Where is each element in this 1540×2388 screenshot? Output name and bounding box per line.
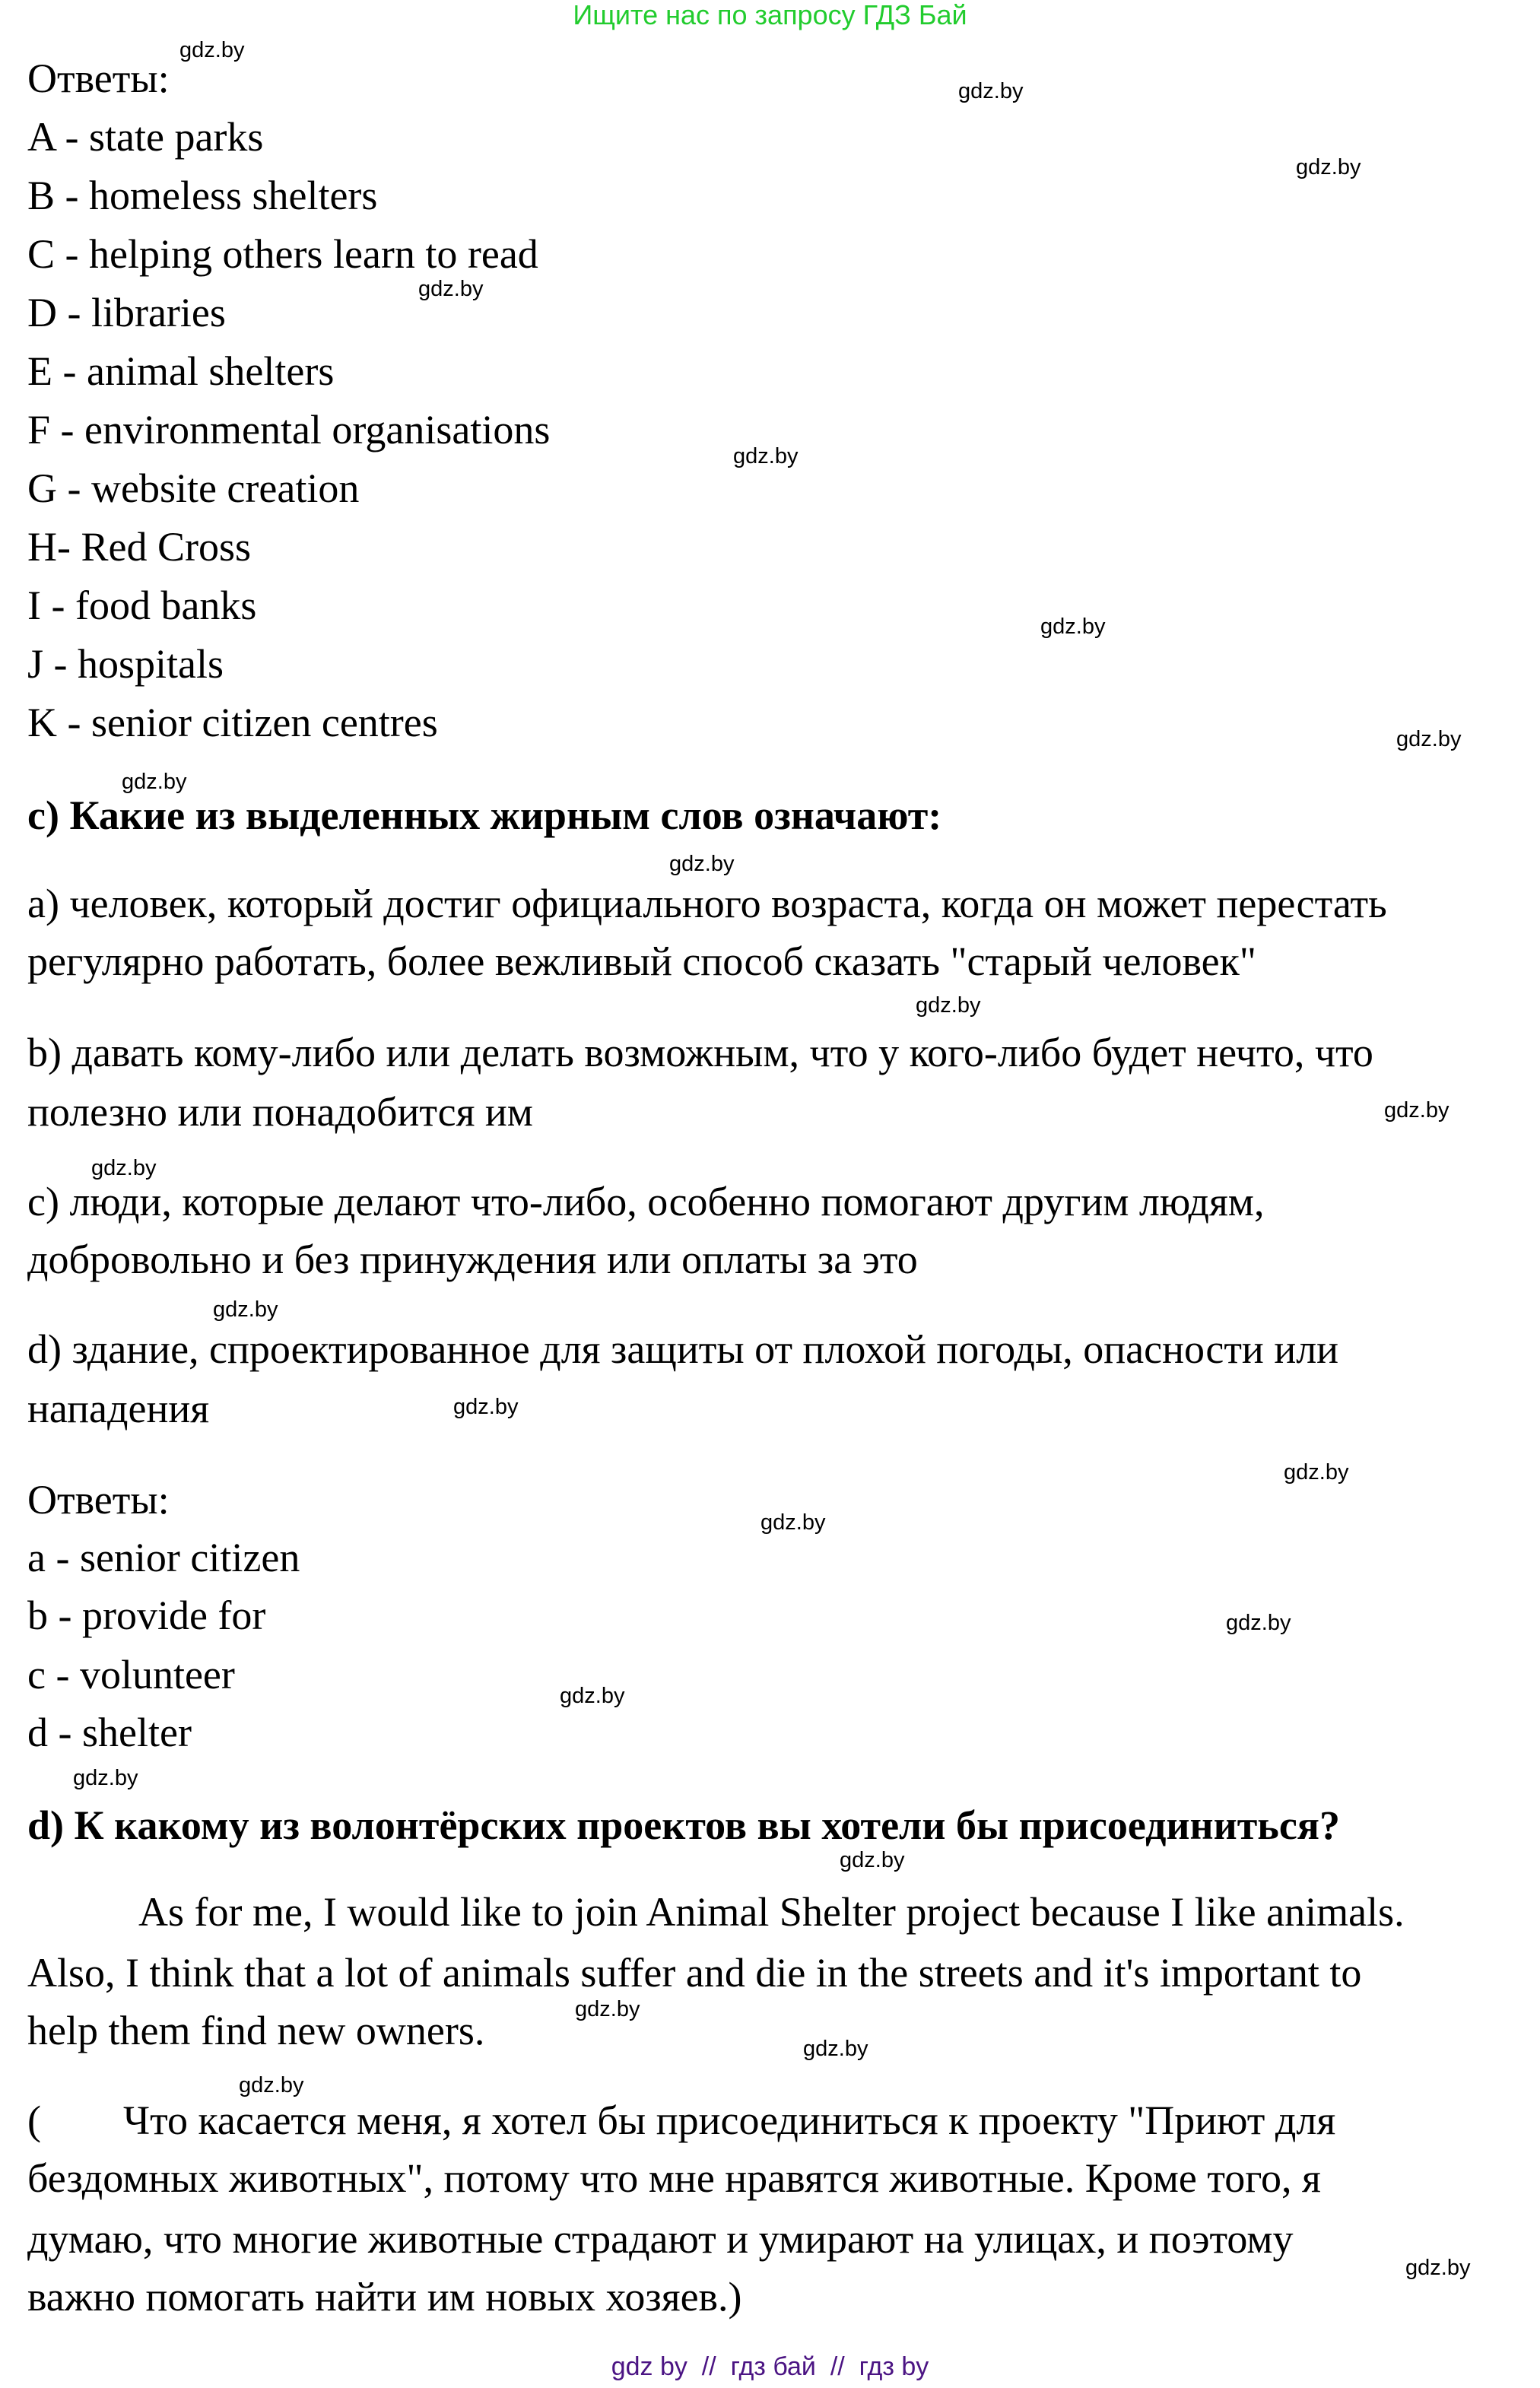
section-c-heading: c) Какие из выделенных жирным слов означают:	[27, 792, 942, 838]
watermark: gdz.by	[803, 2037, 868, 2061]
watermark: gdz.by	[453, 1395, 519, 1419]
russian-translation-line2: бездомных животных", потому что мне нравятся животные. Кроме того, я	[27, 2155, 1321, 2201]
watermark: gdz.by	[560, 1684, 625, 1708]
definition-a-line1: a) человек, который достиг официального возраста, когда он может перестать	[27, 881, 1387, 926]
watermark: gdz.by	[91, 1156, 157, 1180]
english-answer-line1: As for me, I would like to join Animal Shelter project because I like animals.	[138, 1889, 1405, 1935]
answer-item-g: G - website creation	[27, 465, 360, 511]
definition-d-line1: d) здание, спроектированное для защиты от плохой погоды, опасности или	[27, 1326, 1339, 1372]
answers-title: Ответы:	[27, 56, 170, 101]
definition-b-line1: b) давать кому-либо или делать возможным, что у кого-либо будет нечто, что	[27, 1030, 1373, 1075]
watermark: gdz.by	[1296, 155, 1361, 179]
answer-item-a: A - state parks	[27, 114, 264, 160]
watermark: gdz.by	[179, 38, 245, 62]
watermark: gdz.by	[733, 444, 799, 468]
watermark: gdz.by	[916, 993, 981, 1018]
answer-item-i: I - food banks	[27, 583, 257, 628]
watermark: gdz.by	[1405, 2256, 1471, 2280]
definition-d-line2: нападения	[27, 1386, 210, 1431]
answer-item-f: F - environmental organisations	[27, 407, 551, 453]
watermark: gdz.by	[760, 1510, 826, 1535]
section-c-answer-d: d - shelter	[27, 1710, 192, 1755]
english-answer-line2: Also, I think that a lot of animals suffer and die in the streets and it's important to	[27, 1950, 1362, 1996]
answer-item-h: H- Red Cross	[27, 524, 251, 570]
answer-item-e: E - animal shelters	[27, 348, 335, 394]
watermark: gdz.by	[1040, 614, 1106, 639]
watermark: gdz.by	[1396, 727, 1462, 751]
section-c-answer-c: c - volunteer	[27, 1652, 235, 1697]
watermark: gdz.by	[575, 1997, 640, 2021]
answer-item-k: K - senior citizen centres	[27, 700, 438, 745]
answer-item-b: B - homeless shelters	[27, 173, 378, 218]
section-c-answer-b: b - provide for	[27, 1593, 266, 1638]
definition-a-line2: регулярно работать, более вежливый способ сказать "старый человек"	[27, 938, 1256, 984]
watermark: gdz.by	[958, 79, 1024, 103]
watermark: gdz.by	[840, 1848, 905, 1872]
definition-c-line1: c) люди, которые делают что-либо, особенно помогают другим людям,	[27, 1179, 1265, 1224]
answer-item-d: D - libraries	[27, 290, 226, 335]
watermark: gdz.by	[122, 770, 187, 794]
answer-item-j: J - hospitals	[27, 641, 224, 687]
english-answer-line3: help them find new owners.	[27, 2008, 485, 2053]
russian-translation-line1: ( Что касается меня, я хотел бы присоединиться к проекту "Приют для	[27, 2097, 1336, 2143]
watermark: gdz.by	[1384, 1098, 1450, 1123]
section-c-answer-a: a - senior citizen	[27, 1535, 300, 1580]
watermark: gdz.by	[669, 852, 735, 876]
definition-c-line2: добровольно и без принуждения или оплаты за это	[27, 1237, 918, 1282]
watermark: gdz.by	[1284, 1460, 1349, 1485]
russian-translation-line4: важно помогать найти им новых хозяев.)	[27, 2274, 742, 2320]
watermark: gdz.by	[239, 2073, 304, 2097]
footer-banner[interactable]: gdz by // гдз бай // гдз by	[611, 2352, 929, 2381]
header-banner[interactable]: Ищите нас по запросу ГДЗ Бай	[573, 0, 967, 30]
watermark: gdz.by	[213, 1297, 278, 1322]
watermark: gdz.by	[1226, 1611, 1291, 1635]
answer-item-c: C - helping others learn to read	[27, 231, 538, 277]
watermark: gdz.by	[418, 277, 484, 301]
section-d-heading: d) К какому из волонтёрских проектов вы хотели бы присоединиться?	[27, 1802, 1341, 1848]
russian-translation-line3: думаю, что многие животные страдают и умирают на улицах, и поэтому	[27, 2216, 1294, 2262]
section-c-answers-title: Ответы:	[27, 1477, 170, 1523]
definition-b-line2: полезно или понадобится им	[27, 1089, 533, 1135]
watermark: gdz.by	[73, 1766, 138, 1790]
